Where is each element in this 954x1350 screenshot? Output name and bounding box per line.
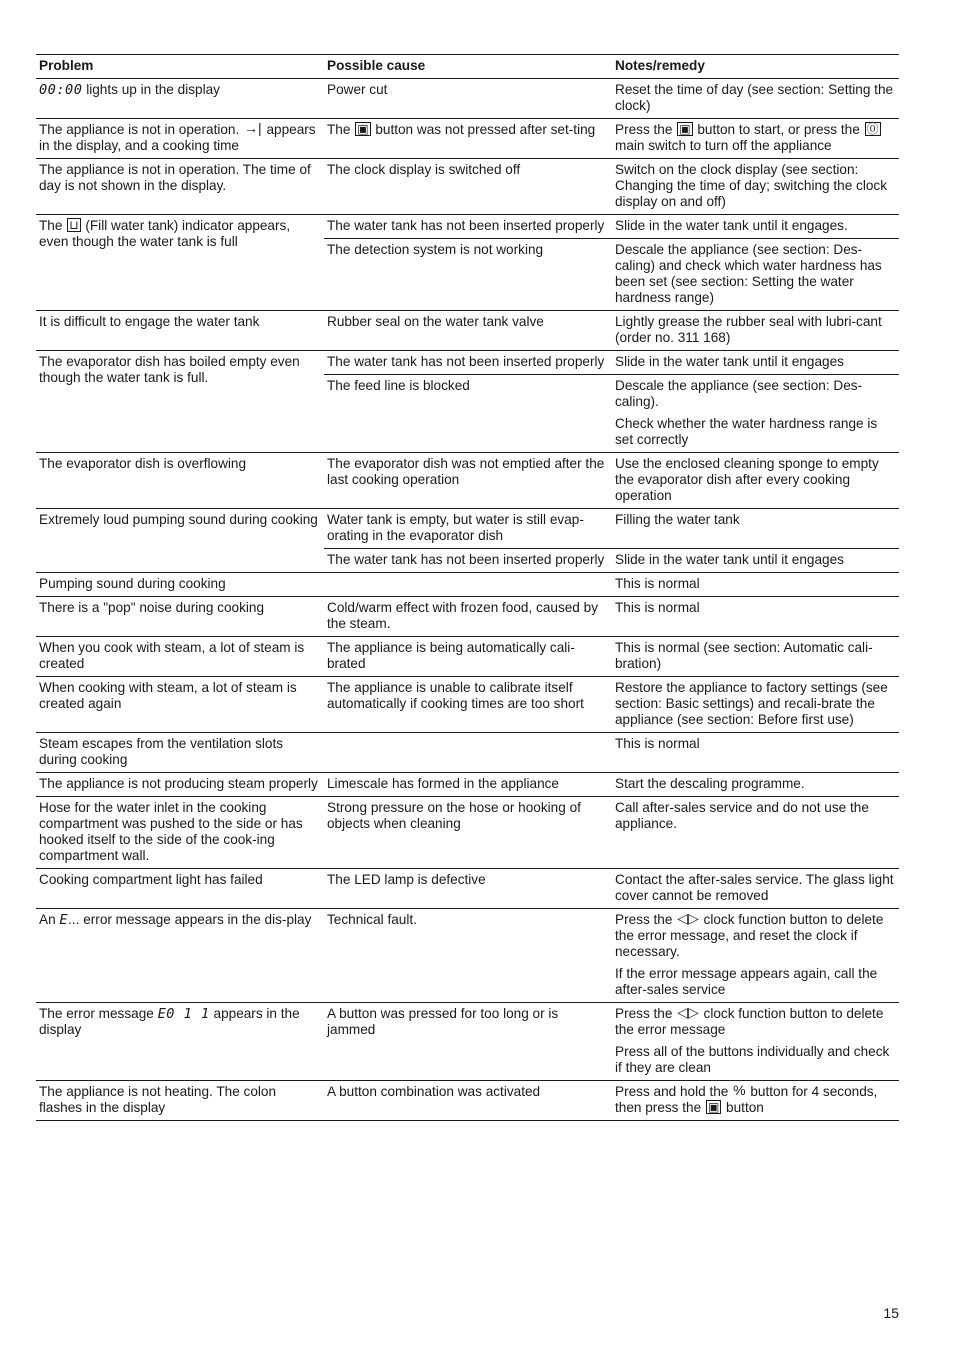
text: main switch to turn off the appliance	[615, 138, 832, 153]
text: The appliance is not in operation. The time of day is not shown in the display.	[39, 162, 311, 193]
table-header-row	[36, 55, 899, 79]
remedy-paragraph: This is normal	[615, 576, 700, 591]
text: lights up in the display	[82, 82, 220, 97]
text: clock function button to delete the error message	[615, 1006, 884, 1037]
table-row	[36, 797, 899, 869]
remedy-paragraph	[615, 1006, 896, 1038]
remedy-paragraph: Press all of the buttons individually and check if they are clean	[615, 1044, 890, 1075]
cause-cell: The appliance is unable to calibrate itself automatically if cooking times are too short	[324, 677, 612, 733]
problem-cell	[36, 215, 324, 311]
remedy-cell	[612, 677, 899, 733]
text: appears in the display	[39, 1006, 300, 1037]
text: When you cook with steam, a lot of steam is created	[39, 640, 305, 671]
remedy-cell	[612, 869, 899, 909]
table-row	[36, 909, 899, 1003]
text: When cooking with steam, a lot of steam is created again	[39, 680, 297, 711]
cause-cell	[324, 733, 612, 773]
table-row	[36, 453, 899, 509]
text: Extremely loud pumping sound during cooking	[39, 512, 318, 527]
problem-cell	[36, 573, 324, 597]
table-row	[36, 351, 899, 375]
text: button	[722, 1100, 764, 1115]
cause-cell: Limescale has formed in the appliance	[324, 773, 612, 797]
cause-cell: Cold/warm effect with frozen food, caused by the steam.	[324, 597, 612, 637]
remedy-paragraph: Reset the time of day (see section: Setting the clock)	[615, 82, 894, 113]
remedy-paragraph: Start the descaling programme.	[615, 776, 805, 791]
remedy-paragraph: Use the enclosed cleaning sponge to empty the evaporator dish after every cooking operation	[615, 456, 879, 503]
problem-cell	[36, 1081, 324, 1121]
text: Press the	[615, 122, 677, 137]
header-notes-remedy: Notes/remedy	[612, 55, 899, 79]
problem-cell	[36, 637, 324, 677]
cause-cell: The water tank has not been inserted properly	[324, 351, 612, 375]
cause-cell: Strong pressure on the hose or hooking of objects when cleaning	[324, 797, 612, 869]
cause-cell: A button was pressed for too long or is jammed	[324, 1003, 612, 1081]
remedy-cell	[612, 909, 899, 1003]
cause-cell: A button combination was activated	[324, 1081, 612, 1121]
cause-cell: The clock display is switched off	[324, 159, 612, 215]
cause-cell: The evaporator dish was not emptied after the last cooking operation	[324, 453, 612, 509]
table-row	[36, 159, 899, 215]
cause-cell: The LED lamp is defective	[324, 869, 612, 909]
remedy-paragraph: This is normal	[615, 736, 700, 751]
cause-cell: The detection system is not working	[324, 239, 612, 311]
text: The appliance is not in operation.	[39, 122, 244, 137]
cause-cell	[324, 119, 612, 159]
cause-cell: The feed line is blocked	[324, 375, 612, 453]
remedy-cell	[612, 311, 899, 351]
segment-display-e: E	[59, 912, 69, 928]
table-row	[36, 311, 899, 351]
remedy-cell	[612, 351, 899, 375]
table-row	[36, 677, 899, 733]
table-row	[36, 79, 899, 119]
text: Press the	[615, 912, 677, 927]
text: button for 4 seconds, then press the	[615, 1084, 878, 1115]
remedy-paragraph	[615, 912, 896, 960]
clock-function-icon: ◁▷	[677, 910, 699, 926]
table-row	[36, 119, 899, 159]
problem-cell	[36, 909, 324, 1003]
text: ... error message appears in the dis-play	[68, 912, 312, 927]
remedy-paragraph	[615, 122, 896, 154]
remedy-cell	[612, 549, 899, 573]
problem-cell	[36, 311, 324, 351]
segment-display-e011: E0 1 1	[157, 1006, 210, 1022]
fill-water-tank-icon: ⊔	[69, 218, 79, 232]
problem-cell	[36, 677, 324, 733]
table-row	[36, 215, 899, 239]
text: The error message	[39, 1006, 158, 1021]
remedy-paragraph: Lightly grease the rubber seal with lubri-cant (order no. 311 168)	[615, 314, 882, 345]
table-row	[36, 597, 899, 637]
text: The appliance is not producing steam properly	[39, 776, 318, 791]
remedy-paragraph: Slide in the water tank until it engages.	[615, 218, 848, 233]
text: (Fill water tank) indicator appears, even though the water tank is full	[39, 218, 291, 249]
remedy-cell	[612, 79, 899, 119]
text: The evaporator dish has boiled empty even though the water tank is full.	[39, 354, 300, 385]
remedy-cell	[612, 773, 899, 797]
table-row	[36, 1003, 899, 1081]
table-row	[36, 869, 899, 909]
remedy-cell	[612, 573, 899, 597]
percent-icon: %	[733, 1082, 746, 1098]
remedy-paragraph: Filling the water tank	[615, 512, 740, 527]
remedy-paragraph: Restore the appliance to factory settings (see section: Basic settings) and recali-brate the appliance (see section: Before first use)	[615, 680, 888, 727]
cause-cell: The water tank has not been inserted properly	[324, 549, 612, 573]
start-stop-button-icon: ▣	[679, 122, 691, 136]
text: The appliance is not heating. The colon flashes in the display	[39, 1084, 277, 1115]
text: clock function button to delete the error message, and reset the clock if necessary.	[615, 912, 884, 959]
remedy-cell	[612, 1003, 899, 1081]
remedy-paragraph: This is normal (see section: Automatic cali-bration)	[615, 640, 873, 671]
cause-cell: Power cut	[324, 79, 612, 119]
header-problem: Problem	[36, 55, 324, 79]
remedy-paragraph: Call after-sales service and do not use the appliance.	[615, 800, 869, 831]
remedy-cell	[612, 797, 899, 869]
table-row	[36, 733, 899, 773]
problem-cell	[36, 869, 324, 909]
table-row	[36, 773, 899, 797]
cause-cell: The water tank has not been inserted properly	[324, 215, 612, 239]
text: The	[39, 218, 67, 233]
problem-cell	[36, 351, 324, 453]
cause-cell: Water tank is empty, but water is still evap-orating in the evaporator dish	[324, 509, 612, 549]
table-row	[36, 1081, 899, 1121]
segment-display-0000: 00:00	[39, 82, 83, 98]
cause-cell	[324, 573, 612, 597]
page-number: 15	[883, 1305, 899, 1321]
problem-cell	[36, 119, 324, 159]
remedy-paragraph: Contact the after-sales service. The glass light cover cannot be removed	[615, 872, 894, 903]
problem-cell	[36, 797, 324, 869]
text: Press the	[615, 1006, 677, 1021]
text: Press and hold the	[615, 1084, 733, 1099]
text: Pumping sound during cooking	[39, 576, 226, 591]
remedy-paragraph: This is normal	[615, 600, 700, 615]
header-possible-cause: Possible cause	[324, 55, 612, 79]
remedy-paragraph: Check whether the water hardness range is set correctly	[615, 416, 878, 447]
settings-button-icon: ▣	[707, 1100, 720, 1114]
problem-cell	[36, 773, 324, 797]
remedy-cell	[612, 1081, 899, 1121]
remedy-paragraph: Slide in the water tank until it engages	[615, 552, 844, 567]
remedy-cell	[612, 375, 899, 453]
text: An	[39, 912, 60, 927]
remedy-cell	[612, 597, 899, 637]
troubleshooting-table	[36, 54, 899, 1121]
problem-cell	[36, 509, 324, 573]
remedy-cell	[612, 239, 899, 311]
cooking-time-icon: →|	[244, 120, 262, 136]
table-row	[36, 509, 899, 549]
start-stop-button-icon: ▣	[357, 122, 369, 136]
problem-cell	[36, 79, 324, 119]
problem-cell	[36, 733, 324, 773]
remedy-paragraph: Descale the appliance (see section: Des-caling) and check which water hardness has been set (see section: Setting the water hardness range)	[615, 242, 882, 305]
cause-cell: Rubber seal on the water tank valve	[324, 311, 612, 351]
text: Cooking compartment light has failed	[39, 872, 263, 887]
remedy-cell	[612, 159, 899, 215]
remedy-paragraph: Slide in the water tank until it engages	[615, 354, 844, 369]
text: The evaporator dish is overflowing	[39, 456, 247, 471]
remedy-paragraph	[615, 1084, 896, 1116]
problem-cell	[36, 597, 324, 637]
problem-cell	[36, 159, 324, 215]
remedy-cell	[612, 215, 899, 239]
text: There is a "pop" noise during cooking	[39, 600, 265, 615]
cause-cell: Technical fault.	[324, 909, 612, 1003]
clock-function-icon: ◁▷	[677, 1004, 699, 1020]
remedy-paragraph: Switch on the clock display (see section: Changing the time of day; switching the clock display on and off)	[615, 162, 888, 209]
text: appears in the display, and a cooking time	[39, 122, 316, 153]
remedy-cell	[612, 733, 899, 773]
problem-cell	[36, 453, 324, 509]
remedy-paragraph: Descale the appliance (see section: Des-caling).	[615, 378, 863, 409]
main-switch-icon: ⓪	[866, 122, 879, 136]
remedy-cell	[612, 453, 899, 509]
remedy-cell	[612, 509, 899, 549]
text: The	[327, 122, 355, 137]
table-row	[36, 637, 899, 677]
text: Steam escapes from the ventilation slots during cooking	[39, 736, 284, 767]
text: It is difficult to engage the water tank	[39, 314, 260, 329]
cause-cell: The appliance is being automatically cali-brated	[324, 637, 612, 677]
remedy-paragraph: If the error message appears again, call the after-sales service	[615, 966, 878, 997]
problem-cell	[36, 1003, 324, 1081]
remedy-cell	[612, 637, 899, 677]
text: button to start, or press the	[693, 122, 864, 137]
text: button was not pressed after set-ting	[371, 122, 596, 137]
text: Hose for the water inlet in the cooking compartment was pushed to the side or has hooked itself to the side of the cook-ing compartment wall.	[39, 800, 303, 863]
table-row	[36, 573, 899, 597]
remedy-cell	[612, 119, 899, 159]
